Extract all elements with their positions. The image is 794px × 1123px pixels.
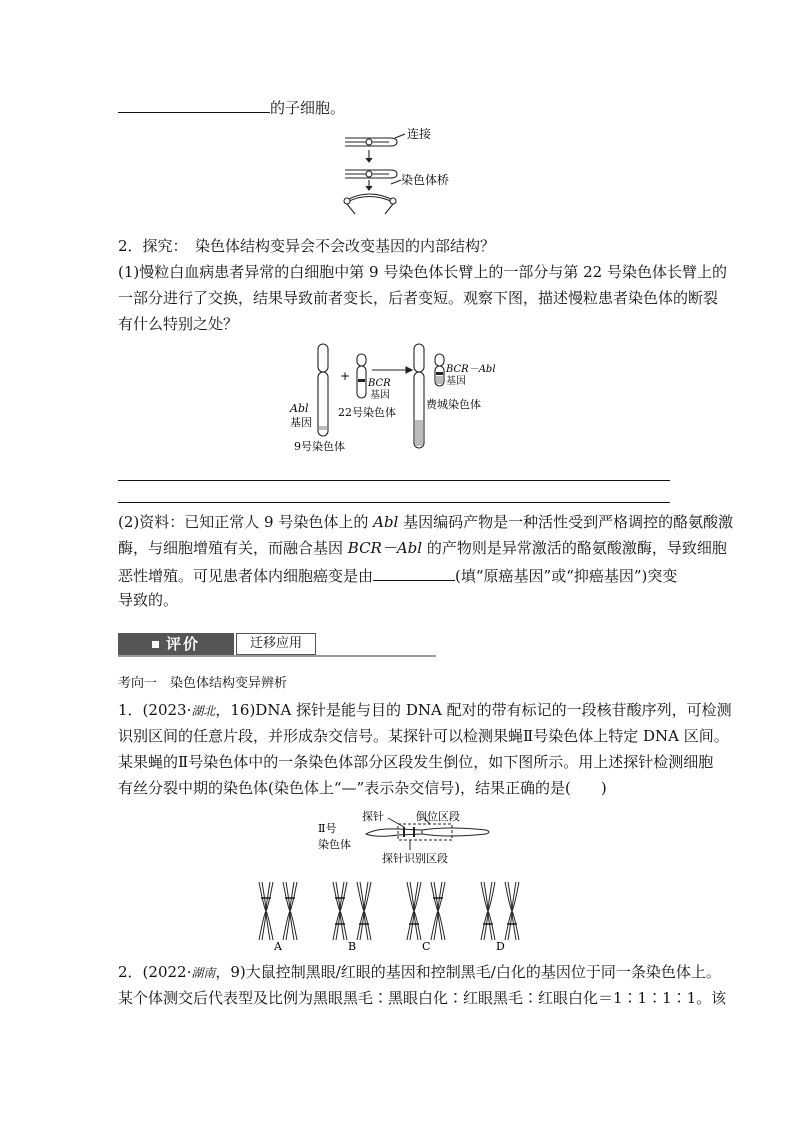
answer-options-figure (252, 880, 552, 952)
metaphase-chromosome (259, 882, 273, 940)
answer-blank[interactable] (373, 564, 455, 581)
fill-line-top: 的子细胞。 (118, 96, 678, 118)
plus-sign: + (340, 369, 351, 383)
answer-line-1[interactable] (118, 480, 670, 481)
ph-chromosome-label: 费城染色体 (426, 398, 481, 411)
metaphase-chromosome (283, 882, 297, 940)
probe-recognition-label: 探针识别区段 (382, 852, 448, 865)
metaphase-chromosome (357, 882, 371, 940)
q2-p2-line1: (2)资料：已知正常人 9 号染色体上的 Abl 基因编码产物是一种活性受到严格调控的酪氨酸激 (118, 513, 734, 531)
inversion-label: 倒位区段 (416, 810, 460, 823)
q1-line2: 识别区间的任意片段，并形成杂交信号。某探针可以检测果蝇Ⅱ号染色体上特定 DNA 区间。 (118, 727, 729, 745)
label-bridge: 染色体桥 (401, 173, 450, 187)
chr2-label-2: 染色体 (318, 838, 351, 851)
chr9-label: 9号染色体 (294, 440, 345, 453)
q2-p2-line4: 导致的。 (118, 591, 179, 609)
banner-subtitle: 迁移应用 (236, 633, 316, 655)
q2-p2-line2: 酶，与细胞增殖有关，而融合基因 BCR－Abl 的产物则是异常激活的酪氨酸激酶，导致细胞 (118, 539, 727, 557)
option-label-b[interactable]: B (348, 940, 357, 952)
abl-label: Abl (290, 402, 309, 415)
inversion-figure (318, 810, 498, 870)
square-icon (152, 641, 159, 648)
q2-heading: 2．探究： 染色体结构变异会不会改变基因的内部结构？ (118, 237, 496, 255)
abl-gene-label: 基因 (290, 416, 312, 429)
bcr-gene-label: 基因 (370, 390, 390, 401)
q1-line3: 某果蝇的Ⅱ号染色体中的一条染色体部分区段发生倒位，如下图所示。用上述探针检测细胞 (118, 753, 714, 771)
option-label-a[interactable]: A (274, 940, 282, 952)
label-connect: 连接 (407, 127, 432, 141)
metaphase-chromosome (407, 882, 421, 940)
answer-blank[interactable] (118, 96, 270, 113)
metaphase-chromosome (481, 882, 495, 940)
philadelphia-chromosome-figure (286, 340, 506, 456)
q2-p1-line3: 有什么特别之处？ (118, 315, 239, 333)
option-label-d[interactable]: D (496, 940, 505, 952)
bcr-label: BCR (368, 378, 391, 389)
option-label-c[interactable]: C (422, 940, 431, 952)
chromosome-bridge-figure (335, 124, 485, 216)
banner-title: 评价 (166, 635, 201, 653)
metaphase-chromosome (431, 882, 445, 940)
q2-p1-line2: 一部分进行了交换，结果导致前者变长，后者变短。观察下图，描述慢粒患者染色体的断裂 (118, 289, 719, 307)
fusion-label: BCR－Abl (446, 364, 496, 375)
metaphase-chromosome (505, 882, 519, 940)
q1-line4: 有丝分裂中期的染色体(染色体上“—”表示杂交信号)，结果正确的是( ) (118, 779, 607, 797)
answer-line-2[interactable] (118, 502, 670, 503)
probe-label: 探针 (362, 810, 384, 823)
q2b-line2: 某个体测交后代表型及比例为黑眼黑毛∶黑眼白化∶红眼黑毛∶红眼白化＝1∶1∶1∶1。该 (118, 989, 727, 1007)
chr22-label: 22号染色体 (338, 406, 396, 419)
fusion-gene-label: 基因 (446, 376, 466, 387)
q2-p2-line3: 恶性增殖。可见患者体内细胞癌变是由 (填“原癌基因”或“抑癌基因”)突变 (118, 564, 678, 586)
section-banner (118, 633, 436, 657)
q1-line1: 1．(2023·湖北，16)DNA 探针是能与目的 DNA 配对的带有标记的一段核苷酸序列，可检测 (118, 701, 732, 719)
q2b-line1: 2．(2022·湖南，9)大鼠控制黑眼/红眼的基因和控制黑毛/白化的基因位于同一条染色体上。 (118, 963, 721, 981)
section-title: 考向一 染色体结构变异辨析 (118, 676, 288, 691)
q2-p1-line1: (1)慢粒白血病患者异常的白细胞中第 9 号染色体长臂上的一部分与第 22 号染色体长臂上的 (118, 263, 727, 281)
metaphase-chromosome (333, 882, 347, 940)
chr2-label-1: Ⅱ号 (318, 822, 337, 835)
